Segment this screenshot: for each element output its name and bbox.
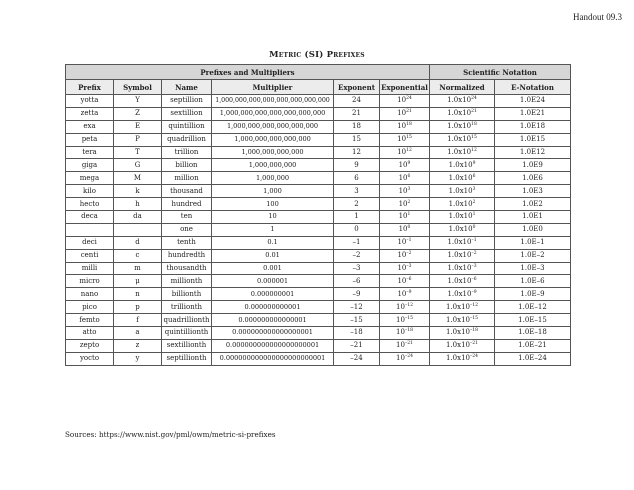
normalized-power: 6	[472, 173, 476, 179]
table-row	[66, 120, 571, 133]
cell-exponential	[380, 249, 430, 262]
cell-exponent: 24	[334, 95, 380, 108]
cell-normalized	[430, 262, 495, 275]
cell-enotation: 1.0E–18	[495, 327, 571, 340]
cell-prefix: zetta	[66, 107, 114, 120]
column-header: Prefix	[66, 80, 114, 95]
exponential-power: –12	[404, 302, 413, 308]
cell-exponent: 21	[334, 107, 380, 120]
normalized-power: 3	[472, 186, 476, 192]
cell-symbol: n	[114, 288, 162, 301]
normalized-power: –9	[471, 289, 477, 295]
sources-note: Sources: https://www.nist.gov/pml/owm/metric-si-prefixes	[65, 430, 276, 439]
exponential-power: –18	[404, 328, 413, 334]
cell-enotation: 1.0E3	[495, 185, 571, 198]
column-header: Normalized	[430, 80, 495, 95]
cell-enotation: 1.0E–1	[495, 236, 571, 249]
table-row	[66, 327, 571, 340]
cell-prefix: micro	[66, 275, 114, 288]
cell-normalized	[430, 198, 495, 211]
cell-symbol	[114, 223, 162, 236]
cell-enotation: 1.0E–24	[495, 352, 571, 365]
normalized-base: 1.0x10	[446, 341, 470, 350]
normalized-base: 1.0x10	[447, 264, 472, 273]
cell-symbol: h	[114, 198, 162, 211]
normalized-base: 1.0x10	[448, 160, 473, 169]
cell-exponent: 12	[334, 146, 380, 159]
cell-multiplier: 0.000000000000000000000001	[212, 352, 334, 365]
table-row	[66, 223, 571, 236]
exponential-base: 10	[397, 109, 407, 118]
cell-exponential	[380, 223, 430, 236]
cell-enotation: 1.0E–9	[495, 288, 571, 301]
cell-symbol: a	[114, 327, 162, 340]
cell-exponent: 6	[334, 172, 380, 185]
normalized-power: –6	[471, 276, 477, 282]
handout-number: Handout 09.3	[573, 12, 622, 22]
cell-exponent: 3	[334, 185, 380, 198]
cell-multiplier: 0.000000000000000000001	[212, 339, 334, 352]
cell-name: septillionth	[162, 352, 212, 365]
normalized-power: 15	[471, 135, 477, 141]
cell-exponent: –21	[334, 339, 380, 352]
normalized-base: 1.0x10	[447, 289, 472, 298]
cell-normalized	[430, 172, 495, 185]
normalized-base: 1.0x10	[448, 186, 473, 195]
exponential-power: 9	[407, 160, 411, 166]
exponential-base: 10	[398, 225, 408, 234]
cell-exponent: 2	[334, 198, 380, 211]
normalized-power: –3	[471, 264, 477, 270]
cell-exponential	[380, 198, 430, 211]
exponential-base: 10	[396, 302, 405, 311]
table-row	[66, 146, 571, 159]
column-header-row	[66, 80, 571, 95]
cell-exponent: 9	[334, 159, 380, 172]
cell-multiplier: 1,000,000,000,000,000,000,000,000	[212, 95, 334, 108]
cell-multiplier: 1,000,000,000,000	[212, 146, 334, 159]
cell-enotation: 1.0E–21	[495, 339, 571, 352]
cell-name: quadrillion	[162, 133, 212, 146]
exponential-base: 10	[398, 199, 408, 208]
cell-normalized	[430, 133, 495, 146]
exponential-power: –15	[404, 315, 413, 321]
page-title	[0, 50, 634, 60]
cell-exponential	[380, 314, 430, 327]
normalized-power: 12	[471, 148, 477, 153]
cell-prefix: nano	[66, 288, 114, 301]
cell-exponential	[380, 301, 430, 314]
cell-name: trillion	[162, 146, 212, 159]
cell-enotation: 1.0E6	[495, 172, 571, 185]
cell-exponent: 15	[334, 133, 380, 146]
cell-symbol: f	[114, 314, 162, 327]
cell-enotation: 1.0E12	[495, 146, 571, 159]
exponential-power: 6	[407, 173, 411, 179]
table-row	[66, 185, 571, 198]
cell-symbol: μ	[114, 275, 162, 288]
cell-exponent: –12	[334, 301, 380, 314]
cell-exponent: –9	[334, 288, 380, 301]
cell-multiplier: 0.000000000001	[212, 301, 334, 314]
cell-symbol: G	[114, 159, 162, 172]
cell-enotation: 1.0E–6	[495, 275, 571, 288]
cell-name: billion	[162, 159, 212, 172]
exponential-base: 10	[397, 251, 407, 260]
column-header: Symbol	[114, 80, 162, 95]
cell-prefix: exa	[66, 120, 114, 133]
cell-exponent: –6	[334, 275, 380, 288]
cell-exponential	[380, 120, 430, 133]
exponential-base: 10	[397, 122, 407, 131]
cell-exponent: –1	[334, 236, 380, 249]
cell-exponent: –18	[334, 327, 380, 340]
cell-name: hundredth	[162, 249, 212, 262]
table-row	[66, 314, 571, 327]
cell-prefix: peta	[66, 133, 114, 146]
group-header-row	[66, 65, 571, 80]
cell-exponential	[380, 146, 430, 159]
cell-prefix: centi	[66, 249, 114, 262]
normalized-base: 1.0x10	[446, 315, 470, 324]
cell-exponential	[380, 172, 430, 185]
table-row	[66, 262, 571, 275]
cell-name: thousand	[162, 185, 212, 198]
normalized-power: 18	[471, 122, 477, 128]
cell-prefix: zepto	[66, 339, 114, 352]
cell-exponential	[380, 95, 430, 108]
group-header-scientific: Scientific Notation	[430, 65, 571, 80]
exponential-power: –9	[406, 289, 412, 295]
exponential-power: 0	[407, 225, 411, 231]
cell-normalized	[430, 236, 495, 249]
table-row	[66, 352, 571, 365]
table-row	[66, 159, 571, 172]
cell-multiplier: 0.000000001	[212, 288, 334, 301]
cell-normalized	[430, 95, 495, 108]
exponential-power: 1	[407, 212, 411, 218]
table-row	[66, 339, 571, 352]
cell-symbol: y	[114, 352, 162, 365]
cell-enotation: 1.0E–12	[495, 301, 571, 314]
cell-symbol: c	[114, 249, 162, 262]
page-title-text: Metric (SI) Prefixes	[269, 50, 365, 60]
cell-prefix: deca	[66, 211, 114, 224]
cell-multiplier: 0.1	[212, 236, 334, 249]
cell-symbol: da	[114, 211, 162, 224]
normalized-base: 1.0x10	[446, 354, 470, 363]
normalized-power: 1	[472, 212, 476, 218]
normalized-power: 0	[472, 225, 476, 231]
cell-normalized	[430, 301, 495, 314]
cell-name: millionth	[162, 275, 212, 288]
cell-exponential	[380, 275, 430, 288]
cell-name: septillion	[162, 95, 212, 108]
cell-exponent: –2	[334, 249, 380, 262]
cell-name: sextillionth	[162, 339, 212, 352]
cell-symbol: k	[114, 185, 162, 198]
exponential-base: 10	[396, 328, 405, 337]
exponential-power: 2	[407, 199, 411, 205]
exponential-power: 24	[406, 96, 412, 102]
cell-normalized	[430, 352, 495, 365]
table-row	[66, 107, 571, 120]
cell-multiplier: 1,000,000,000	[212, 159, 334, 172]
exponential-base: 10	[397, 96, 407, 105]
cell-normalized	[430, 314, 495, 327]
column-header: E-Notation	[495, 80, 571, 95]
cell-exponential	[380, 288, 430, 301]
cell-multiplier: 0.01	[212, 249, 334, 262]
cell-symbol: p	[114, 301, 162, 314]
cell-multiplier: 1,000,000,000,000,000	[212, 133, 334, 146]
cell-exponential	[380, 185, 430, 198]
cell-normalized	[430, 120, 495, 133]
normalized-power: 21	[471, 109, 477, 115]
cell-symbol: E	[114, 120, 162, 133]
cell-multiplier: 1,000,000	[212, 172, 334, 185]
normalized-base: 1.0x10	[448, 173, 473, 182]
cell-multiplier: 1,000	[212, 185, 334, 198]
cell-prefix	[66, 223, 114, 236]
cell-exponent: 1	[334, 211, 380, 224]
exponential-power: –24	[404, 354, 413, 360]
exponential-base: 10	[397, 238, 407, 247]
column-header: Name	[162, 80, 212, 95]
cell-symbol: d	[114, 236, 162, 249]
normalized-base: 1.0x10	[448, 212, 473, 221]
normalized-base: 1.0x10	[447, 96, 472, 105]
exponential-base: 10	[398, 212, 408, 221]
normalized-power: –12	[470, 302, 478, 308]
cell-normalized	[430, 211, 495, 224]
normalized-power: 2	[472, 199, 476, 205]
cell-normalized	[430, 288, 495, 301]
cell-symbol: M	[114, 172, 162, 185]
exponential-power: 18	[406, 122, 412, 128]
normalized-base: 1.0x10	[447, 238, 472, 247]
cell-name: quadrillionth	[162, 314, 212, 327]
cell-normalized	[430, 159, 495, 172]
cell-normalized	[430, 107, 495, 120]
cell-prefix: milli	[66, 262, 114, 275]
exponential-power: –21	[404, 341, 413, 347]
normalized-power: –24	[470, 354, 478, 360]
exponential-base: 10	[397, 276, 407, 285]
cell-name: quintillionth	[162, 327, 212, 340]
cell-exponent: –15	[334, 314, 380, 327]
cell-multiplier: 1	[212, 223, 334, 236]
normalized-power: –1	[471, 238, 477, 244]
exponential-power: 21	[406, 109, 412, 115]
cell-name: thousandth	[162, 262, 212, 275]
cell-normalized	[430, 327, 495, 340]
cell-exponential	[380, 159, 430, 172]
cell-enotation: 1.0E21	[495, 107, 571, 120]
cell-prefix: tera	[66, 146, 114, 159]
cell-prefix: atto	[66, 327, 114, 340]
cell-multiplier: 100	[212, 198, 334, 211]
cell-multiplier: 0.001	[212, 262, 334, 275]
normalized-base: 1.0x10	[447, 122, 472, 131]
table-body	[66, 95, 571, 366]
cell-name: tenth	[162, 236, 212, 249]
table-row	[66, 211, 571, 224]
cell-enotation: 1.0E2	[495, 198, 571, 211]
cell-name: quintillion	[162, 120, 212, 133]
normalized-base: 1.0x10	[447, 276, 472, 285]
cell-prefix: hecto	[66, 198, 114, 211]
table-row	[66, 249, 571, 262]
cell-multiplier: 1,000,000,000,000,000,000,000	[212, 107, 334, 120]
cell-exponential	[380, 236, 430, 249]
cell-name: million	[162, 172, 212, 185]
cell-enotation: 1.0E9	[495, 159, 571, 172]
exponential-power: –2	[406, 251, 412, 257]
cell-name: sextillion	[162, 107, 212, 120]
cell-prefix: deci	[66, 236, 114, 249]
cell-name: hundred	[162, 198, 212, 211]
column-header: Multiplier	[212, 80, 334, 95]
cell-prefix: yocto	[66, 352, 114, 365]
cell-exponent: 18	[334, 120, 380, 133]
cell-symbol: Z	[114, 107, 162, 120]
cell-enotation: 1.0E1	[495, 211, 571, 224]
table-row	[66, 198, 571, 211]
exponential-power: 15	[406, 135, 412, 141]
normalized-power: 9	[472, 160, 476, 166]
normalized-base: 1.0x10	[446, 328, 470, 337]
table-row	[66, 172, 571, 185]
cell-prefix: giga	[66, 159, 114, 172]
cell-enotation: 1.0E–3	[495, 262, 571, 275]
exponential-base: 10	[397, 135, 407, 144]
cell-name: one	[162, 223, 212, 236]
normalized-power: –2	[471, 251, 477, 257]
normalized-base: 1.0x10	[447, 251, 472, 260]
cell-normalized	[430, 146, 495, 159]
exponential-base: 10	[398, 173, 408, 182]
table-row	[66, 275, 571, 288]
table-row	[66, 95, 571, 108]
exponential-base: 10	[398, 186, 408, 195]
cell-symbol: Y	[114, 95, 162, 108]
cell-exponential	[380, 107, 430, 120]
cell-enotation: 1.0E–2	[495, 249, 571, 262]
cell-normalized	[430, 249, 495, 262]
cell-name: ten	[162, 211, 212, 224]
cell-enotation: 1.0E–15	[495, 314, 571, 327]
cell-exponential	[380, 133, 430, 146]
exponential-base: 10	[397, 148, 407, 156]
cell-enotation: 1.0E0	[495, 223, 571, 236]
cell-exponential	[380, 352, 430, 365]
normalized-base: 1.0x10	[448, 199, 473, 208]
cell-exponent: –24	[334, 352, 380, 365]
table-row	[66, 133, 571, 146]
cell-prefix: mega	[66, 172, 114, 185]
cell-prefix: kilo	[66, 185, 114, 198]
cell-exponential	[380, 339, 430, 352]
cell-prefix: femto	[66, 314, 114, 327]
normalized-base: 1.0x10	[447, 148, 472, 156]
normalized-power: 24	[471, 96, 477, 102]
exponential-base: 10	[396, 315, 405, 324]
cell-enotation: 1.0E24	[495, 95, 571, 108]
cell-exponential	[380, 327, 430, 340]
exponential-power: –6	[406, 276, 412, 282]
cell-symbol: P	[114, 133, 162, 146]
cell-symbol: z	[114, 339, 162, 352]
exponential-base: 10	[397, 264, 407, 273]
cell-prefix: yotta	[66, 95, 114, 108]
cell-exponent: 0	[334, 223, 380, 236]
normalized-base: 1.0x10	[446, 302, 470, 311]
group-header-prefixes: Prefixes and Multipliers	[66, 65, 430, 80]
cell-multiplier: 1,000,000,000,000,000,000	[212, 120, 334, 133]
table-row	[66, 288, 571, 301]
cell-symbol: T	[114, 146, 162, 159]
cell-multiplier: 0.000000000000000001	[212, 327, 334, 340]
exponential-base: 10	[398, 160, 408, 169]
exponential-power: 12	[406, 148, 412, 153]
table-row	[66, 236, 571, 249]
cell-name: billionth	[162, 288, 212, 301]
cell-exponent: –3	[334, 262, 380, 275]
cell-normalized	[430, 339, 495, 352]
exponential-power: –3	[406, 264, 412, 270]
cell-normalized	[430, 275, 495, 288]
cell-exponential	[380, 262, 430, 275]
cell-multiplier: 0.000000000000001	[212, 314, 334, 327]
exponential-power: –1	[406, 238, 412, 244]
cell-prefix: pico	[66, 301, 114, 314]
cell-name: trillionth	[162, 301, 212, 314]
cell-normalized	[430, 223, 495, 236]
normalized-power: –21	[470, 341, 478, 347]
cell-symbol: m	[114, 262, 162, 275]
si-prefix-table	[65, 64, 571, 366]
table-row	[66, 301, 571, 314]
normalized-base: 1.0x10	[447, 109, 472, 118]
cell-multiplier: 10	[212, 211, 334, 224]
column-header: Exponent	[334, 80, 380, 95]
normalized-base: 1.0x10	[448, 225, 473, 234]
cell-exponential	[380, 211, 430, 224]
cell-enotation: 1.0E15	[495, 133, 571, 146]
exponential-power: 3	[407, 186, 411, 192]
column-header: Exponential	[380, 80, 430, 95]
normalized-base: 1.0x10	[447, 135, 472, 144]
cell-enotation: 1.0E18	[495, 120, 571, 133]
cell-normalized	[430, 185, 495, 198]
exponential-base: 10	[396, 341, 405, 350]
normalized-power: –15	[470, 315, 478, 321]
cell-multiplier: 0.000001	[212, 275, 334, 288]
exponential-base: 10	[396, 354, 405, 363]
exponential-base: 10	[397, 289, 407, 298]
normalized-power: –18	[470, 328, 478, 334]
